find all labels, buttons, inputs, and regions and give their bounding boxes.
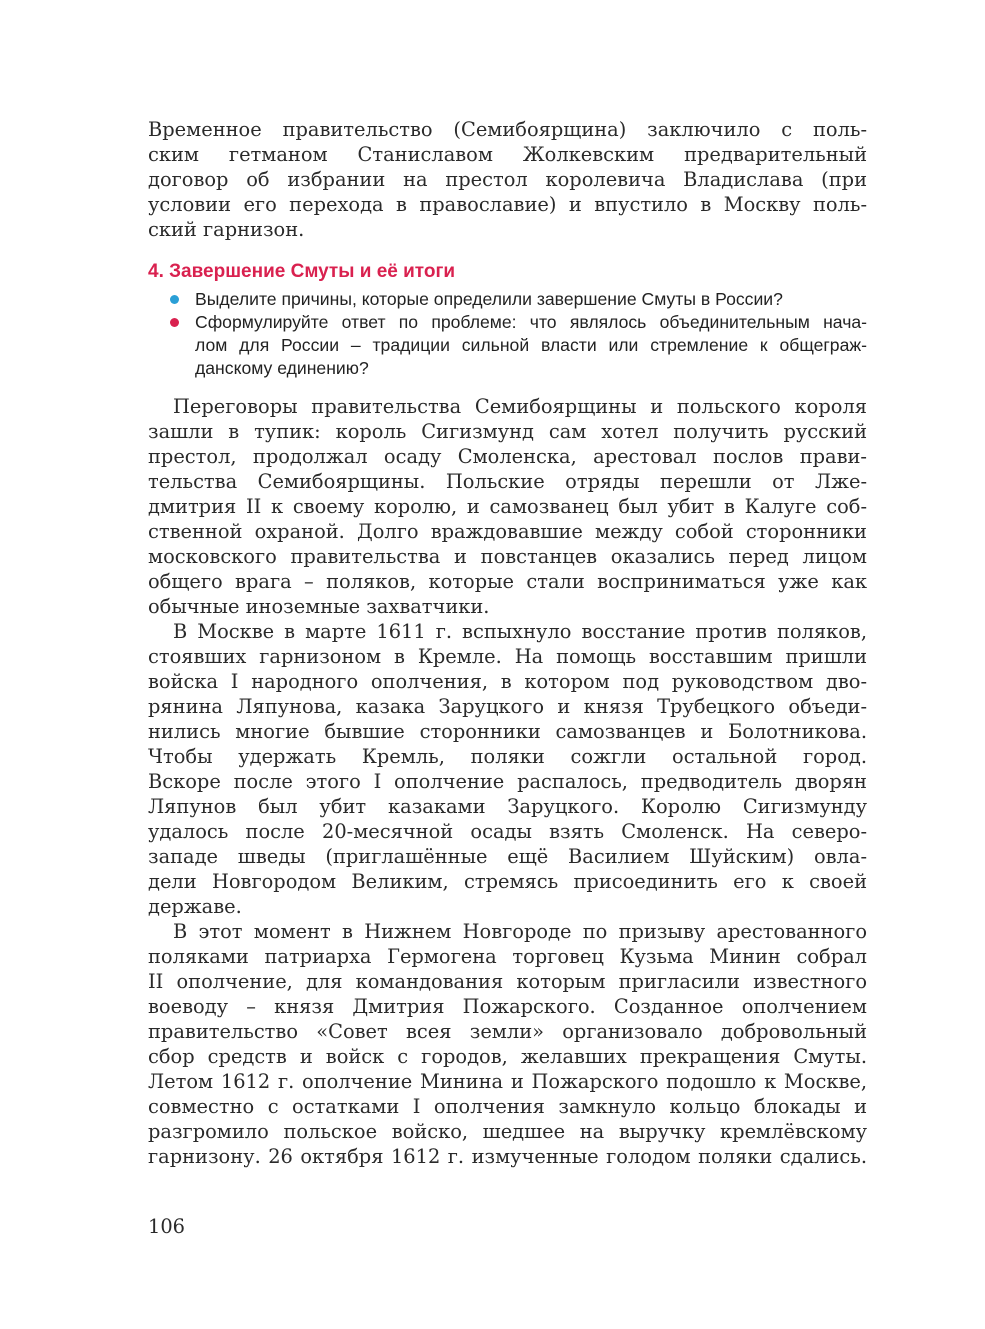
- text-line: В этот момент в Нижнем Новгороде по призыву арестованного: [173, 920, 867, 943]
- text-line: тельства Семибоярщины. Польские отряды перешли от Лже-: [148, 470, 867, 493]
- text-line: сбор средств и войск с городов, желавших прекращения Смуты.: [148, 1045, 867, 1068]
- text-line: ским гетманом Станиславом Жолкевским предварительный: [148, 143, 867, 166]
- text-line: гарнизону. 26 октября 1612 г. измученные голодом поляки сдались.: [148, 1145, 867, 1168]
- text-line: В Москве в марте 1611 г. вспыхнуло восстание против поляков,: [173, 620, 867, 643]
- question-list: [148, 288, 867, 380]
- text-line: воеводу – князя Дмитрия Пожарского. Созданное ополчением: [148, 995, 867, 1018]
- paragraph: [148, 394, 867, 619]
- text-line: удалось после 20-месячной осады взять Смоленск. На северо-: [148, 820, 867, 843]
- page-number: 106: [148, 1215, 186, 1238]
- text-line: условии его перехода в православие) и впустило в Москву поль-: [148, 193, 867, 216]
- question-line: лом для России – традиции сильной власти или стремление к общеграж-: [195, 335, 867, 355]
- paragraph: [148, 619, 867, 919]
- text-line: правительство «Совет всея земли» организовало добровольный: [148, 1020, 867, 1043]
- question-line: Выделите причины, которые определили завершение Смуты в России?: [195, 289, 783, 309]
- text-line: московского правительства и повстанцев оказались перед лицом: [148, 545, 867, 568]
- text-line: стоявших гарнизоном в Кремле. На помощь восставшим пришли: [148, 645, 867, 668]
- text-line: ственной охраной. Долго враждовавшие между собой сторонники: [148, 520, 867, 543]
- red-bullet-icon: [170, 318, 179, 327]
- text-line: общего врага – поляков, которые стали восприниматься уже как: [148, 570, 867, 593]
- text-line: договор об избрании на престол королевича Владислава (при: [148, 168, 867, 191]
- text-line: Вскоре после этого I ополчение распалось, предводитель дворян: [148, 770, 867, 793]
- paragraph: [148, 919, 867, 1169]
- text-line: Ляпунов был убит казаками Заруцкого. Королю Сигизмунду: [148, 795, 867, 818]
- question-line: данскому единению?: [195, 358, 369, 378]
- intro-paragraph: [148, 117, 867, 242]
- question-item: [148, 311, 867, 380]
- text-line: ский гарнизон.: [148, 218, 305, 241]
- text-line: нились многие бывшие сторонники самозванцев и Болотникова.: [148, 720, 867, 743]
- text-line: II ополчение, для командования которым пригласили известного: [148, 970, 867, 993]
- question-item: [148, 288, 867, 311]
- question-line: Сформулируйте ответ по проблеме: что являлось объединительным нача-: [195, 312, 867, 332]
- text-line: престол, продолжал осаду Смоленска, арестовал послов прави-: [148, 445, 867, 468]
- text-line: державе.: [148, 895, 242, 918]
- text-line: обычные иноземные захватчики.: [148, 595, 490, 618]
- text-line: поляками патриарха Гермогена торговец Кузьма Минин собрал: [148, 945, 867, 968]
- text-line: разгромило польское войско, шедшее на выручку кремлёвскому: [148, 1120, 867, 1143]
- text-line: совместно с остатками I ополчения замкнуло кольцо блокады и: [148, 1095, 867, 1118]
- text-line: рянина Ляпунова, казака Заруцкого и князя Трубецкого объеди-: [148, 695, 867, 718]
- text-line: дели Новгородом Великим, стремясь присоединить его к своей: [148, 870, 867, 893]
- main-text: [148, 394, 867, 1169]
- text-line: Летом 1612 г. ополчение Минина и Пожарского подошло к Москве,: [148, 1070, 867, 1093]
- text-line: войска I народного ополчения, в котором под руководством дво-: [148, 670, 867, 693]
- blue-bullet-icon: [170, 295, 179, 304]
- text-line: Переговоры правительства Семибоярщины и польского короля: [173, 395, 867, 418]
- text-line: дмитрия II к своему королю, и самозванец был убит в Калуге соб-: [148, 495, 867, 518]
- text-line: зашли в тупик: король Сигизмунд сам хотел получить русский: [148, 420, 867, 443]
- text-line: Чтобы удержать Кремль, поляки сожгли остальной город.: [148, 745, 867, 768]
- section-heading: 4. Завершение Смуты и её итоги: [148, 261, 456, 282]
- text-line: западе шведы (приглашённые ещё Василием Шуйским) овла-: [148, 845, 867, 868]
- text-line: Временное правительство (Семибоярщина) заключило с поль-: [148, 118, 867, 141]
